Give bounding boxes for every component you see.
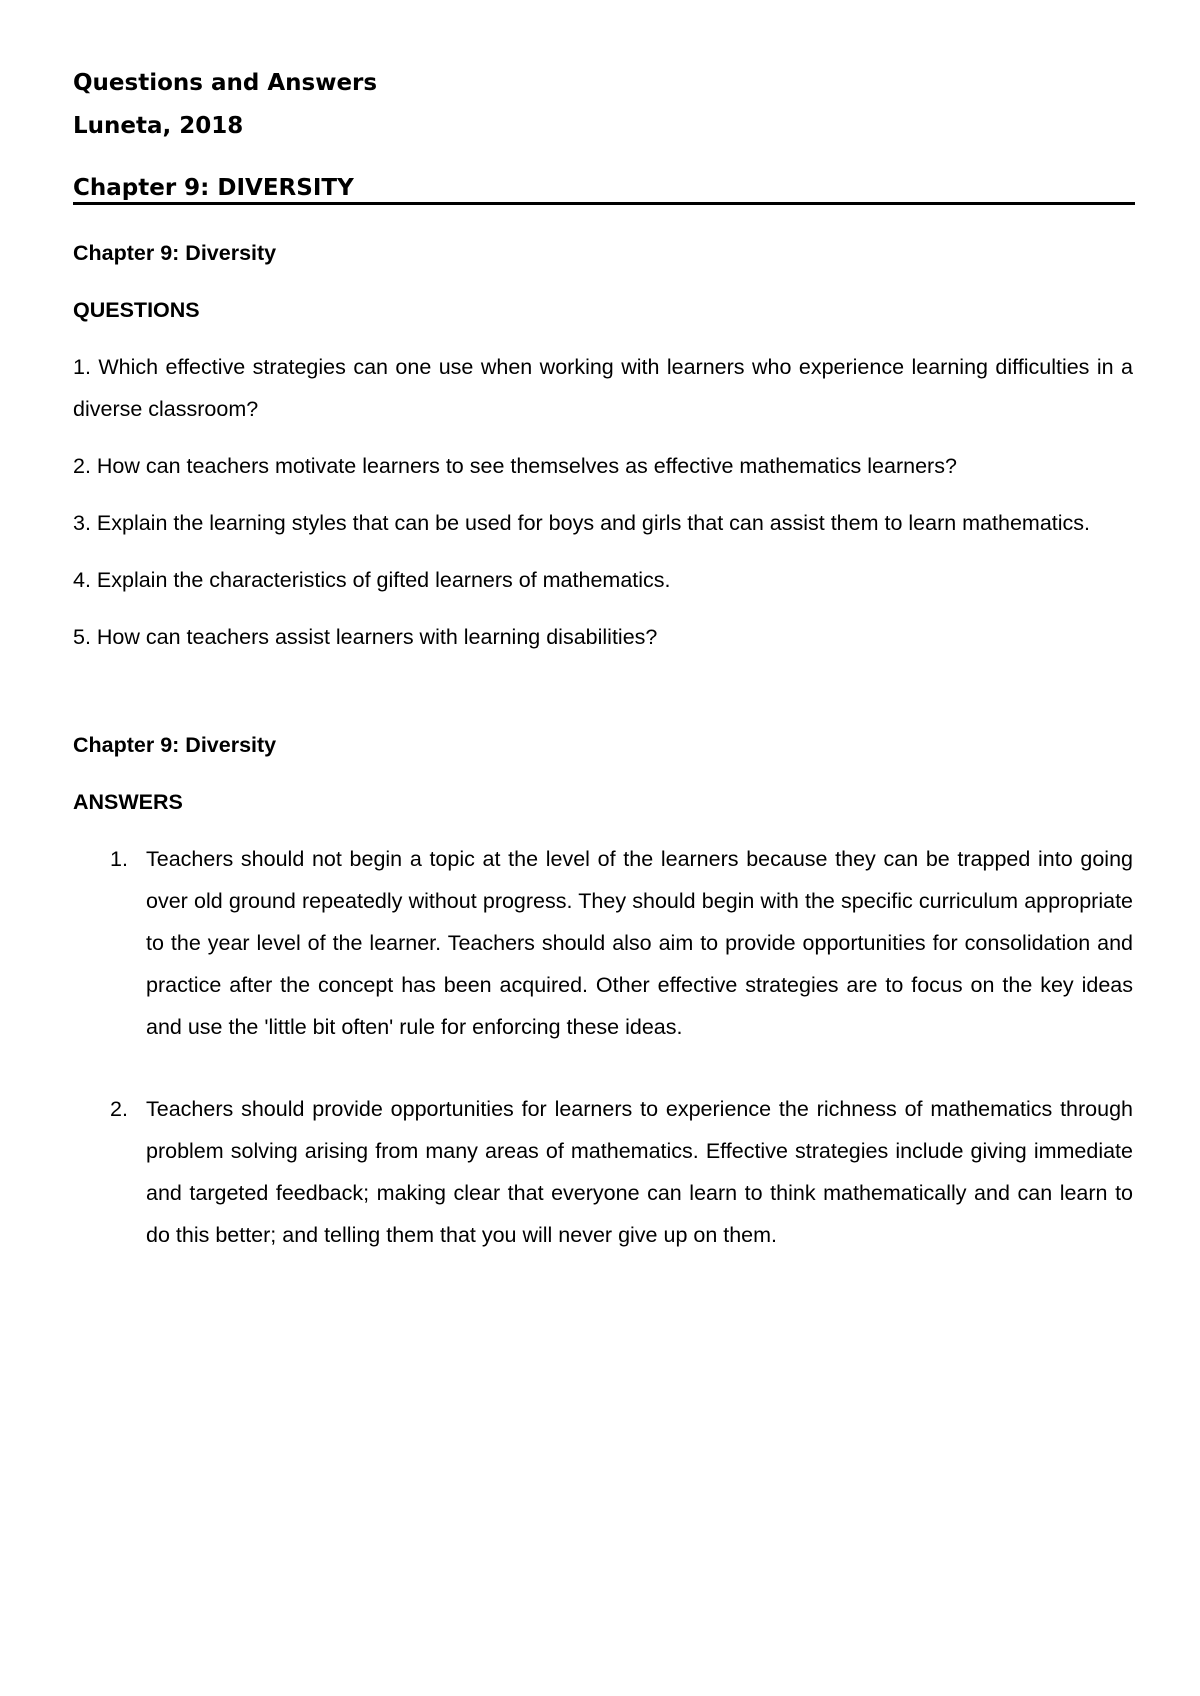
answer-item — [73, 838, 1133, 1048]
document-subtitle: Luneta, 2018 — [73, 113, 244, 139]
chapter-label: Chapter 9: Diversity — [73, 241, 277, 265]
answers-section — [73, 724, 1133, 1296]
answers-label: ANSWERS — [73, 790, 183, 814]
questions-label: QUESTIONS — [73, 298, 200, 322]
questions-section — [73, 232, 1133, 673]
chapter-label: Chapter 9: Diversity — [73, 733, 277, 757]
document-title: Questions and Answers — [73, 70, 378, 96]
chapter-heading: Chapter 9: DIVERSITY — [73, 174, 1135, 205]
question-item: 2. How can teachers motivate learners to see themselves as effective mathematics learners? — [73, 454, 957, 478]
question-item: 1. Which effective strategies can one use when working with learners who experience learning difficulties in a diverse classroom? — [73, 355, 1133, 421]
question-item: 5. How can teachers assist learners with learning disabilities? — [73, 625, 658, 649]
answer-text: Teachers should provide opportunities for learners to experience the richness of mathematics through problem solving arising from many areas of mathematics. Effective strategies include giving immediate and targeted feedback; making clear that everyone can learn to think mathematically and can learn to do this better; and telling them that you will never give up on them. — [146, 1097, 1133, 1247]
question-item: 4. Explain the characteristics of gifted learners of mathematics. — [73, 568, 671, 592]
answer-item — [73, 1088, 1133, 1256]
answer-number: 2. — [110, 1097, 128, 1121]
answers-list — [73, 838, 1133, 1256]
answer-text: Teachers should not begin a topic at the level of the learners because they can be trapped into going over old ground repeatedly without progress. They should begin with the specific curriculum appropriate to the year level of the learner. Teachers should also aim to provide opportunities for consolidation and practice after the concept has been acquired. Other effective strategies are to focus on the key ideas and use the 'little bit often' rule for enforcing these ideas. — [146, 847, 1133, 1039]
answer-number: 1. — [110, 847, 128, 871]
question-item: 3. Explain the learning styles that can be used for boys and girls that can assist them to learn mathematics. — [73, 511, 1091, 535]
